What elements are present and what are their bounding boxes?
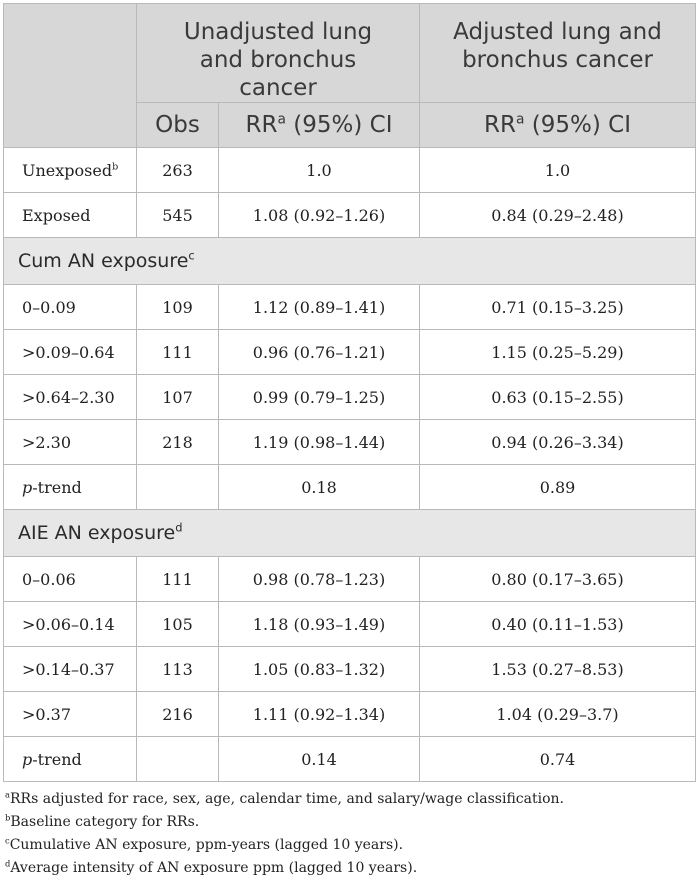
table-row	[4, 692, 696, 737]
obs-cell: 218	[137, 420, 219, 465]
table-row-ptrend	[4, 465, 696, 510]
ptrend-rest: -trend	[32, 749, 82, 769]
footnote	[3, 788, 695, 811]
row-label: >0.09–0.64	[4, 330, 137, 375]
header-obs: Obs	[137, 103, 219, 148]
row-label	[4, 148, 137, 193]
adjusted-cell: 0.94 (0.26–3.34)	[420, 420, 696, 465]
results-table	[3, 3, 696, 782]
ci-label: (95%) CI	[293, 112, 393, 138]
obs-cell: 216	[137, 692, 219, 737]
table-row	[4, 330, 696, 375]
footnote	[3, 811, 695, 834]
ptrend-rest: -trend	[32, 477, 82, 497]
table-row	[4, 285, 696, 330]
obs-cell: 113	[137, 647, 219, 692]
row-label: >0.37	[4, 692, 137, 737]
footnote-mark: a	[5, 789, 10, 800]
row-label: 0–0.06	[4, 557, 137, 602]
unadjusted-cell: 1.0	[219, 148, 420, 193]
unadjusted-cell: 1.18 (0.93–1.49)	[219, 602, 420, 647]
footnote-text: Cumulative AN exposure, ppm-years (lagged 10 years).	[9, 837, 404, 853]
obs-cell: 545	[137, 193, 219, 238]
adjusted-cell: 0.40 (0.11–1.53)	[420, 602, 696, 647]
row-label: >0.14–0.37	[4, 647, 137, 692]
unadjusted-cell: 0.96 (0.76–1.21)	[219, 330, 420, 375]
table-row	[4, 420, 696, 465]
row-label	[4, 465, 137, 510]
unadjusted-cell: 1.11 (0.92–1.34)	[219, 692, 420, 737]
row-label: >0.06–0.14	[4, 602, 137, 647]
footnotes	[3, 788, 695, 880]
rr-sup: a	[277, 111, 286, 128]
unadjusted-cell: 1.12 (0.89–1.41)	[219, 285, 420, 330]
obs-cell-empty	[137, 465, 219, 510]
adjusted-cell: 0.89	[420, 465, 696, 510]
footnote-text: Average intensity of AN exposure ppm (lagged 10 years).	[10, 860, 418, 876]
footnote-mark: d	[175, 520, 183, 535]
footnote-mark: c	[5, 835, 10, 846]
footnote-mark: d	[5, 858, 11, 869]
row-label: Exposed	[4, 193, 137, 238]
adjusted-cell: 0.63 (0.15–2.55)	[420, 375, 696, 420]
section-title	[4, 238, 696, 285]
footnote	[3, 857, 695, 880]
row-label	[4, 737, 137, 782]
adjusted-cell: 0.74	[420, 737, 696, 782]
adjusted-cell: 1.0	[420, 148, 696, 193]
adjusted-cell: 1.53 (0.27–8.53)	[420, 647, 696, 692]
unadjusted-cell: 0.14	[219, 737, 420, 782]
obs-cell: 107	[137, 375, 219, 420]
table-container	[3, 3, 695, 880]
obs-cell: 111	[137, 557, 219, 602]
rr-sup: a	[515, 111, 525, 128]
adjusted-cell: 0.71 (0.15–3.25)	[420, 285, 696, 330]
table-header	[4, 4, 696, 148]
unadjusted-cell: 1.05 (0.83–1.32)	[219, 647, 420, 692]
table-row	[4, 193, 696, 238]
ci-label: (95%) CI	[531, 112, 631, 138]
footnote-mark: b	[5, 812, 11, 823]
header-rr-ci-unadjusted	[219, 103, 420, 148]
obs-cell: 263	[137, 148, 219, 193]
footnote-text: RRs adjusted for race, sex, age, calendar time, and salary/wage classification.	[10, 791, 564, 807]
p-italic: p	[22, 477, 33, 497]
unadjusted-cell: 0.18	[219, 465, 420, 510]
table-row-ptrend	[4, 737, 696, 782]
obs-cell: 109	[137, 285, 219, 330]
header-rr-ci-adjusted	[420, 103, 696, 148]
section-header-cum	[4, 238, 696, 285]
p-italic: p	[22, 749, 33, 769]
section-header-aie	[4, 510, 696, 557]
footnote-mark: c	[188, 248, 195, 263]
footnote	[3, 834, 695, 857]
obs-cell: 111	[137, 330, 219, 375]
footnote-mark: b	[112, 161, 119, 173]
unadjusted-cell: 0.99 (0.79–1.25)	[219, 375, 420, 420]
rr-label: RR	[245, 112, 278, 138]
adjusted-cell: 0.84 (0.29–2.48)	[420, 193, 696, 238]
header-blank-cell	[4, 4, 137, 148]
header-adjusted-text: Adjusted lung and bronchus cancer	[453, 19, 662, 73]
table-body	[4, 148, 696, 782]
row-label: >2.30	[4, 420, 137, 465]
adjusted-cell: 1.04 (0.29–3.7)	[420, 692, 696, 737]
row-label-text: Unexposed	[22, 160, 113, 180]
header-adjusted	[420, 4, 696, 103]
obs-cell: 105	[137, 602, 219, 647]
section-title-text: AIE AN exposure	[18, 522, 176, 544]
rr-label: RR	[484, 112, 516, 138]
row-label: 0–0.09	[4, 285, 137, 330]
table-row	[4, 557, 696, 602]
header-unadjusted-text: Unadjusted lung and bronchus cancer	[183, 19, 373, 101]
table-row	[4, 375, 696, 420]
header-unadjusted	[137, 4, 420, 103]
table-row	[4, 647, 696, 692]
row-label: >0.64–2.30	[4, 375, 137, 420]
table-row	[4, 602, 696, 647]
table-row	[4, 148, 696, 193]
obs-cell-empty	[137, 737, 219, 782]
adjusted-cell: 1.15 (0.25–5.29)	[420, 330, 696, 375]
section-title	[4, 510, 696, 557]
unadjusted-cell: 1.08 (0.92–1.26)	[219, 193, 420, 238]
section-title-text: Cum AN exposure	[18, 250, 189, 272]
footnote-text: Baseline category for RRs.	[10, 814, 200, 830]
unadjusted-cell: 0.98 (0.78–1.23)	[219, 557, 420, 602]
adjusted-cell: 0.80 (0.17–3.65)	[420, 557, 696, 602]
unadjusted-cell: 1.19 (0.98–1.44)	[219, 420, 420, 465]
